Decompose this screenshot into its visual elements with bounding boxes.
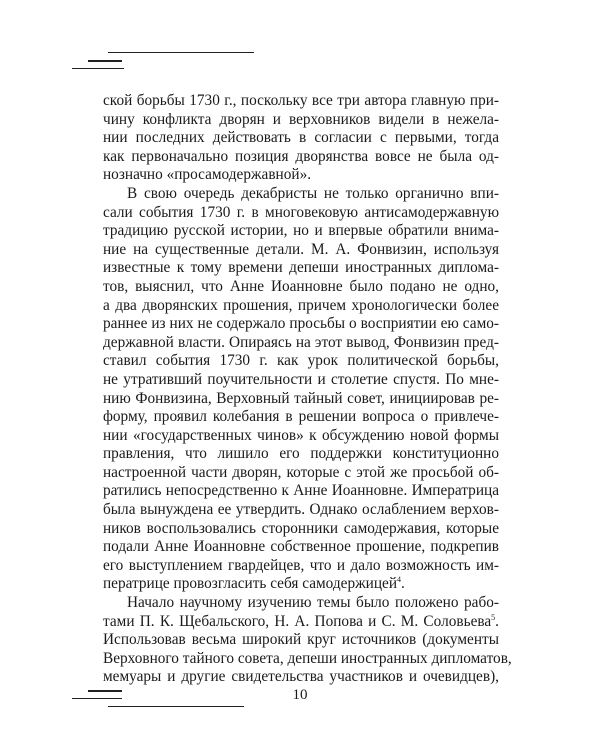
header-rule-long <box>108 52 254 53</box>
text-line-tail: . <box>401 575 405 593</box>
text-line: правления, что лишило его поддержки конституционно <box>103 445 499 463</box>
paragraph-3 <box>103 594 512 687</box>
text-line: ние на существенные детали. М. А. Фонвизин, используя <box>103 240 499 258</box>
text-line-content: ператрице провозгласить себя самодержицей <box>103 575 398 593</box>
text-line: нозначно «просамодержавной». <box>103 166 312 184</box>
text-line: раннее из них не содержало просьбы о восприятии ею само- <box>103 315 499 333</box>
text-line: тов, выяснил, что Анне Иоанновне было подано не одно, <box>103 277 499 295</box>
text-line <box>103 613 499 632</box>
text-line: ской борьбы 1730 г., поскольку все три автора главную при- <box>103 92 499 109</box>
body-text <box>103 92 512 687</box>
text-line: чину конфликта дворян и верховников видели в нежела- <box>103 110 499 128</box>
text-line: ников воспользовались сторонники самодержавия, которые <box>103 519 499 537</box>
text-line: Начало научному изучению темы было положено рабо- <box>127 594 499 612</box>
text-line: нии «государственных чинов» к обсуждению новой формы <box>103 426 499 444</box>
text-line-tail: . <box>495 612 499 630</box>
paragraph-2 <box>103 185 499 594</box>
text-line <box>103 575 499 594</box>
text-line: настроенной части дворян, которые с этой же просьбой об- <box>103 463 499 481</box>
text-line-content: тами П. К. Щебальского, Н. А. Попова и С. М. Соловьева <box>103 612 492 630</box>
text-line: мемуары и другие свидетельства участников и очевидцев), <box>103 668 499 686</box>
text-line: Верховного тайного совета, депеши иностранных дипломатов, <box>103 649 512 667</box>
text-line: Использовав весьма широкий круг источников (документы <box>103 631 499 649</box>
text-line: а два дворянских прошения, причем хронологически более <box>103 296 499 314</box>
text-line: В свою очередь декабристы не только органично впи- <box>127 184 499 202</box>
text-line: нию Фонвизина, Верховный тайный совет, инициировав ре- <box>103 389 499 407</box>
footnote-marker: 4 <box>397 575 402 585</box>
header-rule-short <box>88 60 122 62</box>
text-line: нии последних действовать в согласии с первыми, тогда <box>103 129 499 147</box>
text-line: ставил события 1730 г. как урок политической борьбы, <box>103 352 499 370</box>
text-line: подали Анне Иоанновне собственное прошение, подкрепив <box>103 538 499 556</box>
text-line: как первоначально позиция дворянства вовсе не была од- <box>103 147 499 165</box>
text-line: была вынуждена ее утвердить. Однако ослаблением верхов- <box>103 501 499 519</box>
page-number: 10 <box>292 687 308 703</box>
text-line: форму, проявил колебания в решении вопроса о привлече- <box>103 408 499 426</box>
text-line: известные к тому времени депеши иностранных диплома- <box>103 259 499 277</box>
text-line: традицию русской истории, но и впервые обратили внима- <box>103 222 499 240</box>
text-line: ратились непосредственно к Анне Иоанновне. Императрица <box>103 482 499 500</box>
text-line: державной власти. Опираясь на этот вывод, Фонвизин пред- <box>103 333 499 351</box>
paragraph-1 <box>103 92 499 185</box>
text-line: сали события 1730 г. в многовековую антисамодержавную <box>103 203 499 221</box>
footnote-marker: 5 <box>491 612 496 622</box>
text-line: не утративший поучительности и столетие спустя. По мне- <box>103 370 499 388</box>
header-rule-mid <box>72 68 124 69</box>
footer-rule-long <box>108 706 244 707</box>
text-line: его выступлением гвардейцев, что и дало возможность им- <box>103 556 499 574</box>
